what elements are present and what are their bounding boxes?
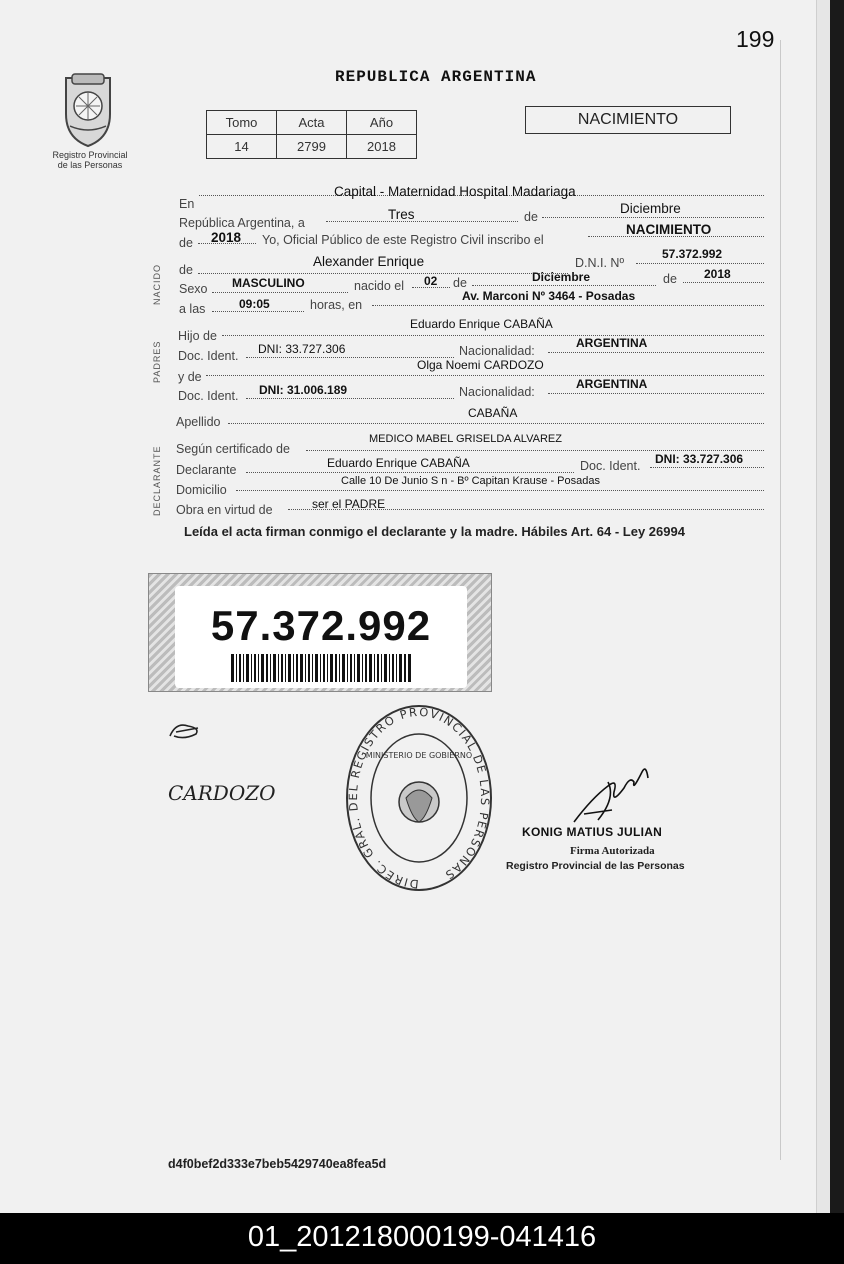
segun-certificado-label: Según certificado de [176,442,290,456]
official-name: KONIG MATIUS JULIAN [522,825,663,839]
birth-place: Av. Marconi Nº 3464 - Posadas [462,289,636,303]
alas-label: a las [179,302,206,316]
child-sex: MASCULINO [232,276,305,290]
dotted-line [198,273,568,274]
mother-doc: DNI: 31.006.189 [259,383,348,397]
dotted-line [472,285,656,286]
dni-label: D.N.I. Nº [575,256,625,270]
record-kind: NACIMIENTO [626,222,712,237]
dni-sticker [148,573,492,692]
svg-text:CARDOZO: CARDOZO [168,781,276,805]
child-name: Alexander Enrique [313,254,425,269]
declarant-address: Calle 10 De Junio S n - Bº Capitan Krause - Posadas [341,475,600,487]
document-title: REPUBLICA ARGENTINA [335,68,537,86]
acta-value: 2799 [277,135,347,159]
place-of-registration: Capital - Maternidad Hospital Madariaga [334,184,576,199]
registration-month: Diciembre [620,201,681,216]
declarant-relation: ser el PADRE [312,497,386,511]
dotted-line [212,311,304,312]
register-value-row [207,135,417,159]
dotted-line [212,292,348,293]
official-role: Firma Autorizada [570,845,655,857]
sexo-label: Sexo [179,282,208,296]
de-label: de [663,272,677,286]
de-label: de [524,210,538,224]
acta-header: Acta [277,111,347,135]
official-organization: Registro Provincial de las Personas [506,860,685,872]
page-number: 199 [736,26,775,52]
dotted-line [306,450,764,451]
certificate-issuer: MEDICO MABEL GRISELDA ALVAREZ [369,433,562,445]
file-identifier: 01_201218000199-041416 [247,1221,597,1253]
official-signature [568,758,652,828]
registration-year: 2018 [211,230,242,245]
section-label-nacido: NACIDO [152,263,162,305]
registry-logo-icon [56,70,120,148]
dotted-line [246,472,574,473]
de-label: de [453,276,467,290]
scribble-icon [166,718,206,742]
hijo-label: Hijo de [178,329,217,343]
logo-caption: Registro Provincial de las Personas [52,150,128,170]
father-doc: DNI: 33.727.306 [258,342,346,356]
dotted-line [228,423,764,424]
republica-label: República Argentina, a [179,216,305,230]
register-header-row [207,111,417,135]
registration-day: Tres [388,207,415,222]
domicilio-label: Domicilio [176,483,227,497]
official-stamp-icon [344,702,494,894]
declarant-name: Eduardo Enrique CABAÑA [327,456,470,470]
father-name: Eduardo Enrique CABAÑA [410,317,553,331]
dni-sticker-number: 57.372.992 [210,602,432,649]
tomo-header: Tomo [207,111,277,135]
birth-month: Diciembre [532,270,591,284]
birth-year: 2018 [704,267,731,281]
apellido-label: Apellido [176,415,221,429]
nacionalidad-label: Nacionalidad: [459,385,535,399]
surname: CABAÑA [468,406,518,420]
mother-signature [166,778,278,808]
dotted-line [326,221,518,222]
anio-value: 2018 [347,135,417,159]
mother-name: Olga Noemi CARDOZO [417,358,544,372]
section-label-padres: PADRES [152,340,162,383]
de-label: de [179,263,193,277]
doc-ident-label: Doc. Ident. [178,349,239,363]
y-de-label: y de [178,370,202,384]
svg-text:DIREC. GRAL. DEL REGISTRO PROV: DIREC. GRAL. DEL REGISTRO PROVINCIAL DE LAS PERSONAS [345,704,493,892]
dotted-line [650,467,764,468]
horas-label: horas, en [310,298,363,312]
de-label: de [179,236,193,250]
doc-ident-label: Doc. Ident. [580,459,641,473]
document-hash: d4f0bef2d333e7beb5429740ea8fea5d [168,1157,387,1171]
register-table [206,110,417,159]
dni-sticker-panel [175,586,467,688]
margin-line [780,40,781,1160]
declarant-doc: DNI: 33.727.306 [655,452,744,466]
child-dni: 57.372.992 [662,247,723,261]
dotted-line [548,393,764,394]
mother-nationality: ARGENTINA [576,377,648,391]
en-label: En [179,197,195,211]
birth-time: 09:05 [239,297,270,311]
dotted-line [548,352,764,353]
dotted-line [683,282,764,283]
birth-day: 02 [424,274,438,288]
inscribo-label: Yo, Oficial Público de este Registro Civil inscribo el [262,233,544,247]
barcode-icon [231,654,411,682]
tomo-value: 14 [207,135,277,159]
dotted-line [206,375,764,376]
dotted-line [236,490,764,491]
dotted-line [372,305,764,306]
page-edge [816,0,830,1213]
dotted-line [222,335,764,336]
svg-text:MINISTERIO DE GOBIERNO: MINISTERIO DE GOBIERNO [365,751,473,760]
nacido-label: nacido el [354,279,405,293]
dotted-line [636,263,764,264]
declarante-label: Declarante [176,463,237,477]
doc-ident-label: Doc. Ident. [178,389,239,403]
father-nationality: ARGENTINA [576,336,648,350]
record-type-box: NACIMIENTO [525,106,731,134]
footer-bar [0,1213,844,1264]
section-label-declarante: DECLARANTE [152,445,162,516]
dotted-line [542,217,764,218]
nacionalidad-label: Nacionalidad: [459,344,535,358]
dotted-line [246,398,454,399]
closing-statement: Leída el acta firman conmigo el declarante y la madre. Hábiles Art. 64 - Ley 26994 [184,524,685,539]
obra-label: Obra en virtud de [176,503,273,517]
anio-header: Año [347,111,417,135]
